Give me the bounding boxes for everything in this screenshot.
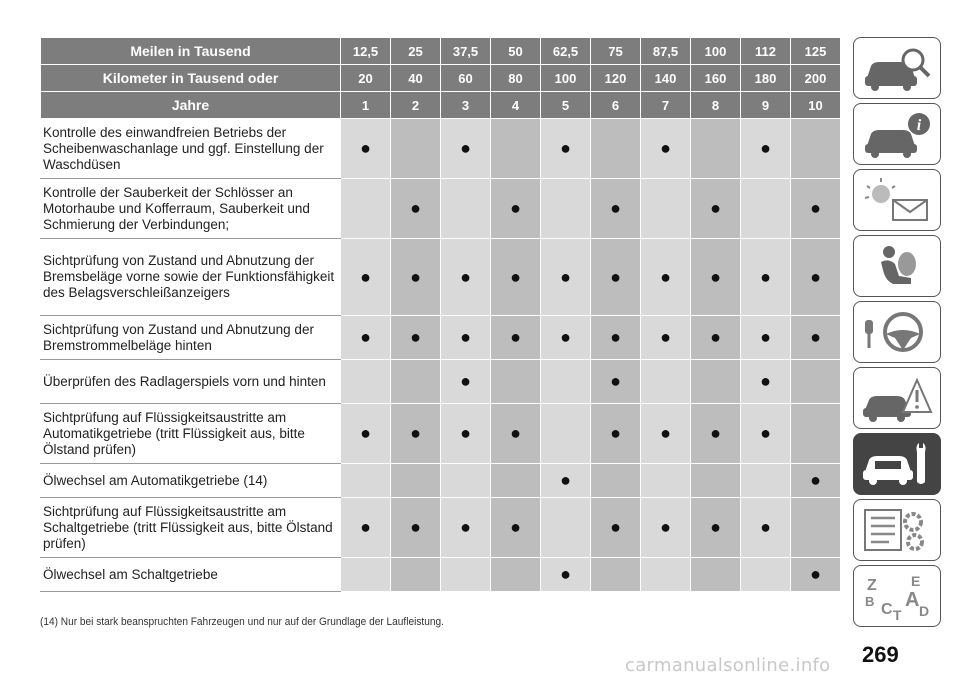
header-cell-years: 10 [791,92,841,119]
header-cell-miles: 125 [791,38,841,65]
required-mark: ● [760,371,771,391]
interval-cell [391,498,441,558]
required-mark: ● [760,327,771,347]
chapter-tab-emergency[interactable] [853,367,941,429]
interval-cell [691,119,741,179]
interval-cell [641,239,691,316]
maintenance-schedule-table [40,37,841,592]
interval-cell [391,360,441,404]
interval-cell [341,498,391,558]
interval-cell [441,404,491,464]
interval-cell [741,558,791,592]
interval-cell [341,179,391,239]
interval-cell [441,316,491,360]
spec-list-gears-icon [859,504,935,556]
interval-cell [541,404,591,464]
interval-cell [691,404,741,464]
header-cell-km: 160 [691,65,741,92]
interval-cell [341,404,391,464]
chapter-tabs [853,37,943,631]
header-cell-km: 140 [641,65,691,92]
required-mark: ● [560,470,571,490]
interval-cell [641,558,691,592]
interval-cell [791,239,841,316]
interval-cell [541,360,591,404]
interval-cell [691,464,741,498]
header-cell-miles: 62,5 [541,38,591,65]
interval-cell [441,360,491,404]
airbag-passenger-icon [859,240,935,292]
svg-text:i: i [916,117,922,134]
alphabet-index-icon [859,570,935,622]
interval-cell [791,179,841,239]
interval-cell [591,558,641,592]
table-row [41,558,841,592]
table-row [41,119,841,179]
maintenance-table-container [40,37,840,592]
required-mark: ● [710,198,721,218]
interval-cell [791,498,841,558]
required-mark: ● [760,138,771,158]
table-row [41,316,841,360]
maintenance-task-label: Überprüfen des Radlagerspiels vorn und hinten [41,360,341,404]
required-mark: ● [810,470,821,490]
maintenance-task-label: Sichtprüfung auf Flüssigkeitsaustritte am Automatikgetriebe (tritt Flüssigkeit aus, bitte Ölstand prüfen) [41,404,341,464]
interval-cell [691,316,741,360]
required-mark: ● [510,266,521,287]
required-mark: ● [610,371,621,391]
interval-cell [641,316,691,360]
interval-cell [491,360,541,404]
header-cell-miles: 37,5 [441,38,491,65]
required-mark: ● [760,517,771,537]
header-cell-years: 5 [541,92,591,119]
required-mark: ● [760,423,771,443]
interval-cell [591,360,641,404]
interval-cell [541,239,591,316]
required-mark: ● [760,266,771,287]
required-mark: ● [460,517,471,537]
interval-cell [441,179,491,239]
interval-cell [541,119,591,179]
index-letter: B [865,594,875,609]
required-mark: ● [510,517,521,537]
required-mark: ● [360,266,371,287]
chapter-tab-starting-driving[interactable] [853,301,941,363]
header-cell-miles: 87,5 [641,38,691,65]
interval-cell [341,558,391,592]
interval-cell [491,316,541,360]
required-mark: ● [610,517,621,537]
interval-cell [541,179,591,239]
interval-cell [441,239,491,316]
index-letter: C [881,601,893,618]
chapter-tab-safety[interactable] [853,235,941,297]
interval-cell [541,316,591,360]
table-row [41,498,841,558]
required-mark: ● [410,517,421,537]
interval-cell [341,239,391,316]
required-mark: ● [510,198,521,218]
interval-cell [441,119,491,179]
maintenance-task-label: Ölwechsel am Schaltgetriebe [41,558,341,592]
interval-cell [341,360,391,404]
interval-cell [391,464,441,498]
table-row [41,464,841,498]
chapter-tab-servicing-maintenance[interactable] [853,433,941,495]
required-mark: ● [360,423,371,443]
maintenance-task-label: Sichtprüfung von Zustand und Abnutzung der Bremstrommelbeläge hinten [41,316,341,360]
interval-cell [691,498,741,558]
interval-cell [791,316,841,360]
header-cell-km: 200 [791,65,841,92]
interval-cell [641,360,691,404]
interval-cell [491,498,541,558]
interval-cell [491,119,541,179]
interval-cell [491,404,541,464]
interval-cell [391,558,441,592]
interval-cell [341,464,391,498]
required-mark: ● [710,517,721,537]
header-cell-years: 1 [341,92,391,119]
required-mark: ● [360,517,371,537]
header-cell-years: 3 [441,92,491,119]
table-row [41,404,841,464]
watermark: carmanualsonline.info [625,655,831,676]
interval-cell [591,239,641,316]
header-row-miles [41,38,841,65]
header-label-miles: Meilen in Tausend [41,38,341,65]
interval-cell [791,558,841,592]
required-mark: ● [410,327,421,347]
required-mark: ● [560,266,571,287]
index-letter: A [905,589,920,611]
required-mark: ● [460,327,471,347]
interval-cell [541,558,591,592]
required-mark: ● [660,138,671,158]
required-mark: ● [410,423,421,443]
required-mark: ● [710,423,721,443]
interval-cell [591,119,641,179]
header-cell-km: 80 [491,65,541,92]
header-row-km [41,65,841,92]
interval-cell [691,360,741,404]
chapter-tab-index[interactable] [853,565,941,627]
interval-cell [691,179,741,239]
maintenance-task-label: Ölwechsel am Automatikgetriebe (14) [41,464,341,498]
required-mark: ● [360,138,371,158]
interval-cell [491,558,541,592]
required-mark: ● [660,327,671,347]
interval-cell [791,404,841,464]
required-mark: ● [810,266,821,287]
header-cell-km: 100 [541,65,591,92]
index-letter: T [893,607,902,622]
interval-cell [491,179,541,239]
required-mark: ● [560,138,571,158]
interval-cell [591,316,641,360]
required-mark: ● [360,327,371,347]
interval-cell [441,464,491,498]
table-row [41,360,841,404]
required-mark: ● [660,266,671,287]
index-letter: E [911,573,921,589]
required-mark: ● [460,423,471,443]
chapter-tab-technical-data[interactable] [853,499,941,561]
table-row [41,179,841,239]
interval-cell [741,498,791,558]
maintenance-task-label: Sichtprüfung auf Flüssigkeitsaustritte am Schaltgetriebe (tritt Flüssigkeit aus, bitte Ölstand prüfen) [41,498,341,558]
car-warning-triangle-icon [859,372,935,424]
interval-cell [341,119,391,179]
interval-cell [691,239,741,316]
interval-cell [791,464,841,498]
interval-cell [641,119,691,179]
car-info-icon [859,108,935,160]
header-cell-km: 60 [441,65,491,92]
header-cell-km: 120 [591,65,641,92]
footnote: (14) Nur bei stark beanspruchten Fahrzeugen und nur auf der Grundlage der Laufleistung. [40,616,444,628]
maintenance-task-label: Kontrolle des einwandfreien Betriebs der Scheibenwaschanlage und ggf. Einstellung der Waschdüsen [41,119,341,179]
index-letter: D [919,603,930,619]
interval-cell [641,498,691,558]
interval-cell [391,239,441,316]
interval-cell [391,179,441,239]
interval-cell [641,404,691,464]
required-mark: ● [460,371,471,391]
interval-cell [741,119,791,179]
header-cell-years: 7 [641,92,691,119]
maintenance-task-label: Sichtprüfung von Zustand und Abnutzung der Bremsbeläge vorne sowie der Funktionsfähigkeit des Belagsverschleißanzeigers [41,239,341,316]
header-cell-miles: 12,5 [341,38,391,65]
header-cell-km: 20 [341,65,391,92]
interval-cell [591,404,641,464]
required-mark: ● [560,327,571,347]
maintenance-task-label: Kontrolle der Sauberkeit der Schlösser an Motorhaube und Kofferraum, Sauberkeit und Schmierung der Verbindungen; [41,179,341,239]
required-mark: ● [610,423,621,443]
interval-cell [791,360,841,404]
required-mark: ● [610,266,621,287]
chapter-tab-dashboard[interactable] [853,37,941,99]
required-mark: ● [410,266,421,287]
required-mark: ● [510,327,521,347]
interval-cell [391,404,441,464]
required-mark: ● [810,564,821,584]
interval-cell [491,464,541,498]
header-label-years: Jahre [41,92,341,119]
interval-cell [591,179,641,239]
required-mark: ● [460,266,471,287]
header-cell-miles: 75 [591,38,641,65]
header-row-years [41,92,841,119]
interval-cell [741,179,791,239]
required-mark: ● [660,517,671,537]
page-number: 269 [862,642,899,667]
header-cell-miles: 100 [691,38,741,65]
required-mark: ● [560,564,571,584]
header-cell-years: 8 [691,92,741,119]
required-mark: ● [710,266,721,287]
required-mark: ● [460,138,471,158]
interval-cell [791,119,841,179]
interval-cell [741,404,791,464]
interval-cell [391,316,441,360]
interval-cell [641,179,691,239]
header-cell-km: 180 [741,65,791,92]
required-mark: ● [810,327,821,347]
index-letter: Z [867,577,877,594]
interval-cell [541,464,591,498]
chapter-tab-getting-to-know[interactable] [853,103,941,165]
interval-cell [741,360,791,404]
required-mark: ● [710,327,721,347]
table-body [41,38,841,592]
header-cell-years: 2 [391,92,441,119]
required-mark: ● [660,423,671,443]
car-magnifier-icon [859,42,935,94]
required-mark: ● [510,423,521,443]
header-cell-miles: 50 [491,38,541,65]
header-cell-years: 4 [491,92,541,119]
interval-cell [591,464,641,498]
required-mark: ● [610,198,621,218]
chapter-tab-warning-lights[interactable] [853,169,941,231]
interval-cell [391,119,441,179]
interval-cell [441,558,491,592]
interval-cell [541,498,591,558]
interval-cell [741,464,791,498]
interval-cell [691,558,741,592]
required-mark: ● [810,198,821,218]
interval-cell [341,316,391,360]
interval-cell [491,239,541,316]
table-row [41,239,841,316]
header-label-km: Kilometer in Tausend oder [41,65,341,92]
interval-cell [741,316,791,360]
interval-cell [641,464,691,498]
required-mark: ● [610,327,621,347]
interval-cell [591,498,641,558]
header-cell-miles: 112 [741,38,791,65]
required-mark: ● [410,198,421,218]
car-wrench-icon [859,438,935,490]
header-cell-km: 40 [391,65,441,92]
warning-light-message-icon [859,174,935,226]
header-cell-years: 6 [591,92,641,119]
header-cell-years: 9 [741,92,791,119]
interval-cell [441,498,491,558]
header-cell-miles: 25 [391,38,441,65]
interval-cell [741,239,791,316]
key-steering-wheel-icon [859,306,935,358]
